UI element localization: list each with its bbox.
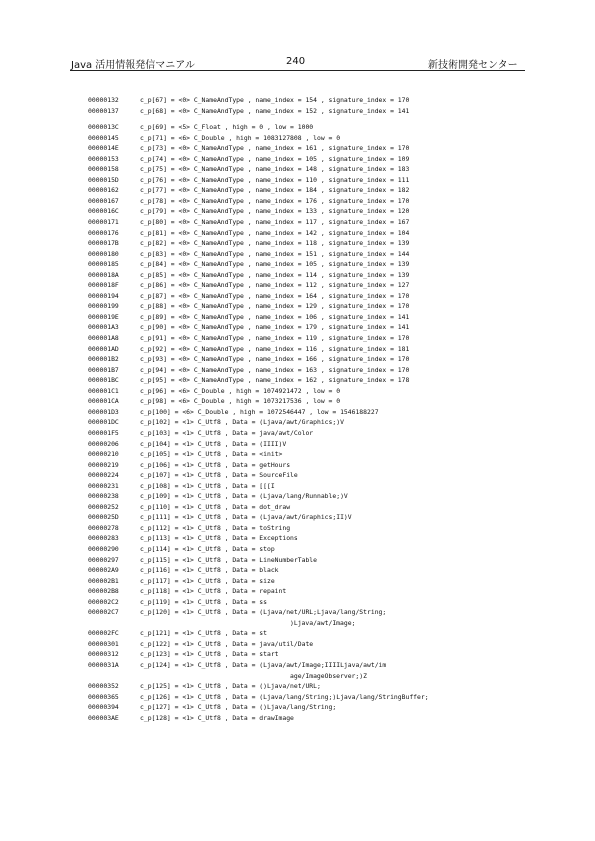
listing-row [88, 481, 528, 492]
byte-offset: 000001C1 [88, 386, 119, 395]
constant-pool-entry: c_p[96] = <6> C_Double , high = 1074921472 , low = 0 [140, 386, 341, 395]
listing-row [88, 228, 528, 239]
byte-offset: 000002B1 [88, 576, 119, 585]
listing-row [88, 533, 528, 544]
listing-row [88, 333, 528, 344]
constant-pool-entry: c_p[115] = <1> C_Utf8 , Data = LineNumberTable [140, 555, 317, 564]
listing-row [88, 523, 528, 534]
continuation-text: )Ljava/awt/Image; [290, 618, 356, 627]
listing-row [88, 565, 528, 576]
listing-row [88, 544, 528, 555]
constant-pool-entry: c_p[94] = <0> C_NameAndType , name_index = 163 , signature_index = 170 [140, 365, 410, 374]
byte-offset: 00000199 [88, 302, 119, 311]
listing-row [88, 407, 528, 418]
listing-row [88, 354, 528, 365]
listing-row [88, 512, 528, 523]
byte-offset: 000002B8 [88, 587, 119, 596]
constant-pool-entry: c_p[116] = <1> C_Utf8 , Data = black [140, 566, 279, 575]
constant-pool-entry: c_p[109] = <1> C_Utf8 , Data = (Ljava/lang/Runnable;)V [140, 492, 348, 501]
byte-offset: 00000365 [88, 692, 119, 701]
byte-offset: 00000283 [88, 534, 119, 543]
listing-row [88, 280, 528, 291]
listing-row [88, 713, 528, 724]
continuation-text: age/ImageObserver;)Z [290, 671, 367, 680]
byte-offset: 000002C2 [88, 597, 119, 606]
byte-offset: 00000352 [88, 682, 119, 691]
byte-offset: 0000025D [88, 513, 119, 522]
byte-offset: 000001D3 [88, 407, 119, 416]
byte-offset: 00000278 [88, 523, 119, 532]
byte-offset: 00000252 [88, 502, 119, 511]
listing-row [88, 607, 528, 618]
listing-row [88, 143, 528, 154]
listing-row [88, 460, 528, 471]
listing-row [88, 428, 528, 439]
constant-pool-entry: c_p[117] = <1> C_Utf8 , Data = size [140, 576, 275, 585]
constant-pool-entry: c_p[84] = <0> C_NameAndType , name_index = 105 , signature_index = 139 [140, 260, 410, 269]
constant-pool-entry: c_p[126] = <1> C_Utf8 , Data = (Ljava/lang/String;)Ljava/lang/StringBuffer; [140, 692, 429, 701]
listing-row [88, 238, 528, 249]
constant-pool-entry: c_p[85] = <0> C_NameAndType , name_index = 114 , signature_index = 139 [140, 270, 410, 279]
constant-pool-entry: c_p[124] = <1> C_Utf8 , Data = (Ljava/awt/Image;IIIILjava/awt/im [140, 660, 387, 669]
constant-pool-entry: c_p[93] = <0> C_NameAndType , name_index = 166 , signature_index = 170 [140, 355, 410, 364]
constant-pool-entry: c_p[95] = <0> C_NameAndType , name_index = 162 , signature_index = 178 [140, 376, 410, 385]
constant-pool-entry: c_p[88] = <0> C_NameAndType , name_index = 129 , signature_index = 170 [140, 302, 410, 311]
listing-row [88, 586, 528, 597]
listing-row [88, 217, 528, 228]
byte-offset: 000001B2 [88, 355, 119, 364]
constant-pool-entry: c_p[104] = <1> C_Utf8 , Data = (IIII)V [140, 439, 287, 448]
constant-pool-entry: c_p[98] = <6> C_Double , high = 1073217536 , low = 0 [140, 397, 341, 406]
byte-offset: 00000206 [88, 439, 119, 448]
byte-offset: 000001B7 [88, 365, 119, 374]
listing-row [88, 122, 528, 133]
constant-pool-entry: c_p[108] = <1> C_Utf8 , Data = [[[I [140, 481, 275, 490]
constant-pool-entry: c_p[114] = <1> C_Utf8 , Data = stop [140, 544, 275, 553]
byte-offset: 0000017B [88, 239, 119, 248]
listing-row [88, 106, 528, 117]
listing-row [88, 249, 528, 260]
byte-offset: 000002FC [88, 629, 119, 638]
listing-row [88, 417, 528, 428]
byte-offset: 00000137 [88, 106, 119, 115]
listing-row [88, 175, 528, 186]
constant-pool-entry: c_p[102] = <1> C_Utf8 , Data = (Ljava/awt/Graphics;)V [140, 418, 344, 427]
listing-row [88, 576, 528, 587]
constant-pool-entry: c_p[79] = <0> C_NameAndType , name_index = 133 , signature_index = 120 [140, 207, 410, 216]
constant-pool-entry: c_p[74] = <0> C_NameAndType , name_index = 105 , signature_index = 109 [140, 154, 410, 163]
constant-pool-entry: c_p[77] = <0> C_NameAndType , name_index = 184 , signature_index = 182 [140, 186, 410, 195]
constant-pool-entry: c_p[67] = <0> C_NameAndType , name_index = 154 , signature_index = 170 [140, 96, 410, 104]
constant-pool-entry: c_p[83] = <0> C_NameAndType , name_index = 151 , signature_index = 144 [140, 249, 410, 258]
header-rule [70, 70, 525, 71]
byte-offset: 00000145 [88, 133, 119, 142]
constant-pool-entry: c_p[69] = <5> C_Float , high = 0 , low = 1000 [140, 123, 314, 132]
byte-offset: 000002A9 [88, 566, 119, 575]
constant-pool-entry: c_p[105] = <1> C_Utf8 , Data = <init> [140, 450, 283, 459]
listing-row [88, 270, 528, 281]
byte-offset: 00000185 [88, 260, 119, 269]
listing-row [88, 196, 528, 207]
constant-pool-entry: c_p[76] = <0> C_NameAndType , name_index = 110 , signature_index = 111 [140, 175, 410, 184]
constant-pool-entry: c_p[106] = <1> C_Utf8 , Data = getHours [140, 460, 291, 469]
byte-offset: 000001F5 [88, 428, 119, 437]
byte-offset: 00000297 [88, 555, 119, 564]
listing-row [88, 386, 528, 397]
listing-row [88, 291, 528, 302]
constant-pool-entry: c_p[90] = <0> C_NameAndType , name_index = 179 , signature_index = 141 [140, 323, 410, 332]
constant-pool-entry: c_p[80] = <0> C_NameAndType , name_index = 117 , signature_index = 167 [140, 218, 410, 227]
byte-offset: 000001A8 [88, 334, 119, 343]
constant-pool-entry: c_p[121] = <1> C_Utf8 , Data = st [140, 629, 267, 638]
constant-pool-entry: c_p[68] = <0> C_NameAndType , name_index = 152 , signature_index = 141 [140, 106, 410, 115]
running-header-org: 新技術開発センター [428, 60, 518, 71]
constant-pool-entry: c_p[127] = <1> C_Utf8 , Data = ()Ljava/lang/String; [140, 703, 337, 712]
byte-offset: 0000013C [88, 123, 119, 132]
running-header-title: Java 活用情報発信マニアル [71, 60, 195, 71]
listing-row [88, 470, 528, 481]
byte-offset: 0000015D [88, 175, 119, 184]
byte-offset: 0000014E [88, 144, 119, 153]
byte-offset: 000002C7 [88, 608, 119, 617]
listing-row [88, 439, 528, 450]
listing-row [88, 649, 528, 660]
byte-offset: 00000171 [88, 218, 119, 227]
constant-pool-entry: c_p[89] = <0> C_NameAndType , name_index = 106 , signature_index = 141 [140, 312, 410, 321]
listing-row [88, 396, 528, 407]
listing-row [88, 95, 528, 106]
constant-pool-entry: c_p[110] = <1> C_Utf8 , Data = dot_draw [140, 502, 291, 511]
listing-row [88, 681, 528, 692]
constant-pool-entry: c_p[123] = <1> C_Utf8 , Data = start [140, 650, 279, 659]
constant-pool-listing [88, 95, 528, 723]
constant-pool-entry: c_p[81] = <0> C_NameAndType , name_index = 142 , signature_index = 104 [140, 228, 410, 237]
listing-row [88, 344, 528, 355]
listing-row [88, 639, 528, 650]
byte-offset: 00000180 [88, 249, 119, 258]
listing-row [88, 322, 528, 333]
page-number: 240 [286, 56, 306, 67]
byte-offset: 000001BC [88, 376, 119, 385]
byte-offset: 00000167 [88, 196, 119, 205]
constant-pool-entry: c_p[100] = <6> C_Double , high = 1072546447 , low = 1546188227 [140, 407, 379, 416]
byte-offset: 00000194 [88, 291, 119, 300]
listing-continuation-row [88, 671, 528, 682]
listing-row [88, 164, 528, 175]
listing-continuation-row [88, 618, 528, 629]
byte-offset: 000003AE [88, 713, 119, 722]
constant-pool-entry: c_p[107] = <1> C_Utf8 , Data = SourceFile [140, 471, 298, 480]
constant-pool-entry: c_p[91] = <0> C_NameAndType , name_index = 119 , signature_index = 170 [140, 334, 410, 343]
listing-row [88, 375, 528, 386]
listing-row [88, 502, 528, 513]
constant-pool-entry: c_p[128] = <1> C_Utf8 , Data = drawImage [140, 713, 294, 722]
listing-row [88, 628, 528, 639]
byte-offset: 0000018A [88, 270, 119, 279]
constant-pool-entry: c_p[92] = <0> C_NameAndType , name_index = 116 , signature_index = 181 [140, 344, 410, 353]
listing-row [88, 312, 528, 323]
constant-pool-entry: c_p[73] = <0> C_NameAndType , name_index = 161 , signature_index = 170 [140, 144, 410, 153]
constant-pool-entry: c_p[87] = <0> C_NameAndType , name_index = 164 , signature_index = 170 [140, 291, 410, 300]
constant-pool-entry: c_p[119] = <1> C_Utf8 , Data = ss [140, 597, 267, 606]
byte-offset: 000001A3 [88, 323, 119, 332]
byte-offset: 00000231 [88, 481, 119, 490]
listing-row [88, 449, 528, 460]
byte-offset: 0000019E [88, 312, 119, 321]
listing-row [88, 259, 528, 270]
byte-offset: 00000162 [88, 186, 119, 195]
constant-pool-entry: c_p[111] = <1> C_Utf8 , Data = (Ljava/awt/Graphics;II)V [140, 513, 352, 522]
listing-row [88, 702, 528, 713]
byte-offset: 00000176 [88, 228, 119, 237]
constant-pool-entry: c_p[112] = <1> C_Utf8 , Data = toString [140, 523, 291, 532]
constant-pool-entry: c_p[120] = <1> C_Utf8 , Data = (Ljava/net/URL;Ljava/lang/String; [140, 608, 387, 617]
constant-pool-entry: c_p[118] = <1> C_Utf8 , Data = repaint [140, 587, 287, 596]
byte-offset: 000001CA [88, 397, 119, 406]
byte-offset: 0000018F [88, 281, 119, 290]
byte-offset: 00000312 [88, 650, 119, 659]
byte-offset: 0000031A [88, 660, 119, 669]
constant-pool-entry: c_p[82] = <0> C_NameAndType , name_index = 118 , signature_index = 139 [140, 239, 410, 248]
byte-offset: 000001AD [88, 344, 119, 353]
listing-row [88, 597, 528, 608]
listing-row [88, 491, 528, 502]
listing-row [88, 660, 528, 671]
constant-pool-entry: c_p[125] = <1> C_Utf8 , Data = ()Ljava/net/URL; [140, 682, 321, 691]
listing-row [88, 555, 528, 566]
constant-pool-entry: c_p[71] = <6> C_Double , high = 1083127808 , low = 0 [140, 133, 341, 142]
byte-offset: 00000219 [88, 460, 119, 469]
byte-offset: 00000158 [88, 165, 119, 174]
byte-offset: 00000132 [88, 96, 119, 104]
byte-offset: 00000224 [88, 471, 119, 480]
constant-pool-entry: c_p[75] = <0> C_NameAndType , name_index = 148 , signature_index = 183 [140, 165, 410, 174]
byte-offset: 0000016C [88, 207, 119, 216]
byte-offset: 00000301 [88, 639, 119, 648]
listing-row [88, 154, 528, 165]
constant-pool-entry: c_p[113] = <1> C_Utf8 , Data = Exceptions [140, 534, 298, 543]
constant-pool-entry: c_p[78] = <0> C_NameAndType , name_index = 176 , signature_index = 170 [140, 196, 410, 205]
listing-row [88, 206, 528, 217]
byte-offset: 00000290 [88, 544, 119, 553]
listing-row [88, 365, 528, 376]
listing-row [88, 185, 528, 196]
constant-pool-entry: c_p[103] = <1> C_Utf8 , Data = java/awt/Color [140, 428, 314, 437]
listing-row [88, 301, 528, 312]
byte-offset: 00000238 [88, 492, 119, 501]
byte-offset: 00000210 [88, 450, 119, 459]
byte-offset: 00000394 [88, 703, 119, 712]
byte-offset: 000001DC [88, 418, 119, 427]
listing-row [88, 692, 528, 703]
constant-pool-entry: c_p[86] = <0> C_NameAndType , name_index = 112 , signature_index = 127 [140, 281, 410, 290]
listing-row [88, 133, 528, 144]
constant-pool-entry: c_p[122] = <1> C_Utf8 , Data = java/util/Date [140, 639, 314, 648]
byte-offset: 00000153 [88, 154, 119, 163]
